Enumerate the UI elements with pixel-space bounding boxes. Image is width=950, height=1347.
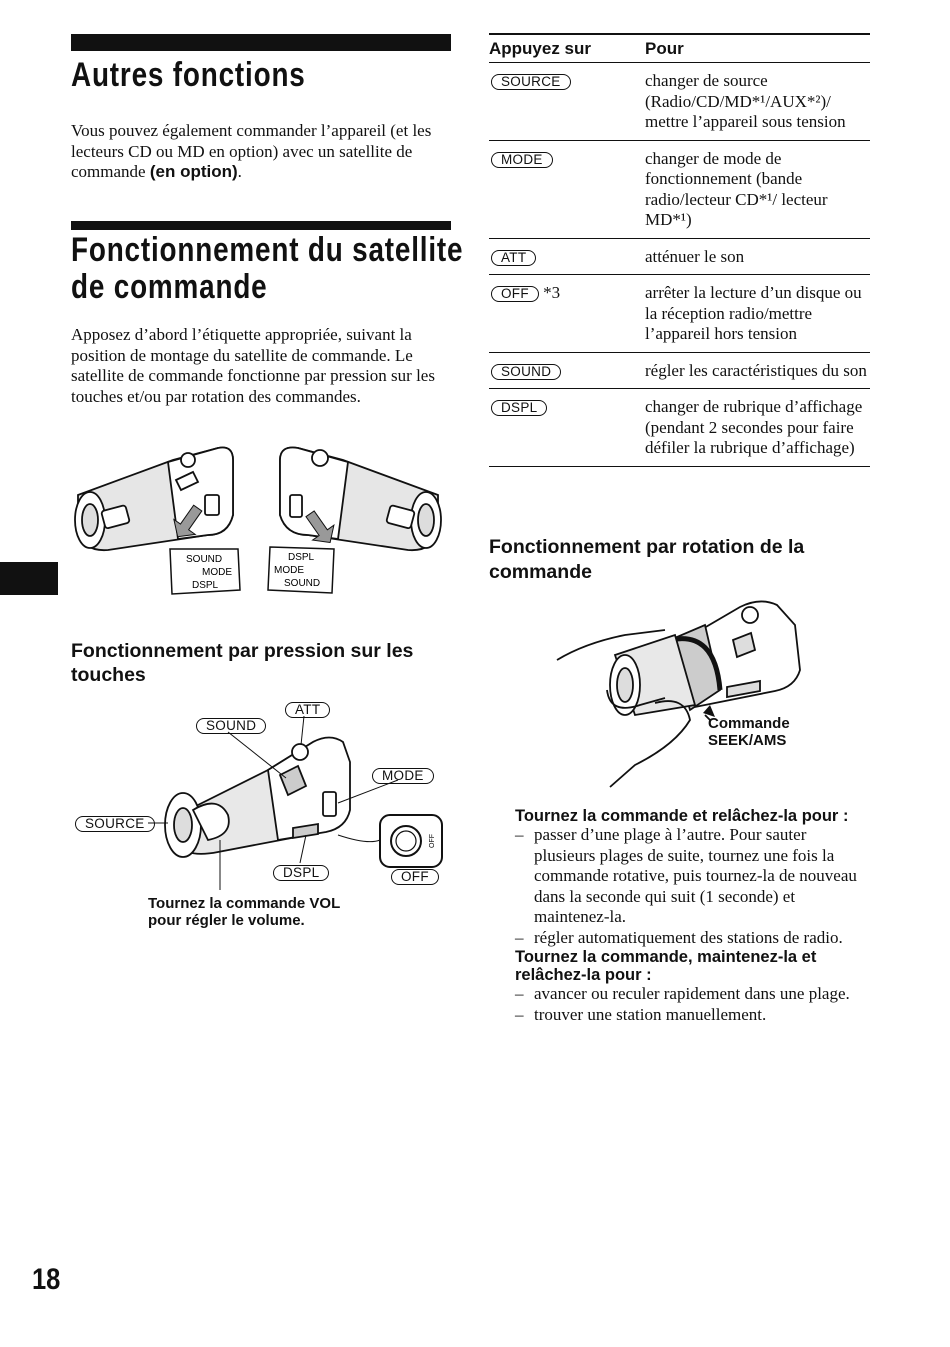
instruction-heading-2: Tournez la commande, maintenez-la et relâchez-la pour : bbox=[515, 948, 817, 984]
desc-att: atténuer le son bbox=[645, 246, 745, 266]
subhead-press: Fonctionnement par pression sur les touches bbox=[71, 640, 414, 686]
off-small-label: OFF bbox=[429, 834, 436, 848]
subhead-rotate-line1: Fonctionnement par rotation de la bbox=[489, 536, 805, 558]
section-title-line1: Fonctionnement du satellite bbox=[71, 231, 464, 269]
key-source: SOURCE bbox=[491, 74, 571, 90]
title-rule-1 bbox=[71, 34, 451, 51]
key-label-off: OFF bbox=[391, 869, 439, 885]
desc-off: arrêter la lecture d’un disque ou la réception radio/mettre l’appareil hors tension bbox=[645, 283, 862, 343]
side-tab bbox=[0, 562, 58, 595]
desc-sound: régler les caractéristiques du son bbox=[645, 360, 867, 380]
table-row bbox=[489, 238, 870, 275]
key-dspl: DSPL bbox=[491, 400, 547, 416]
desc-source: changer de source (Radio/CD/MD*¹/AUX*²)/ mettre l’appareil sous tension bbox=[645, 71, 846, 131]
table-row bbox=[489, 140, 870, 238]
intro-text: Vous pouvez également commander l’appareil (et les lecteurs CD ou MD en option) avec un satellite de commande bbox=[71, 121, 432, 181]
label-right-dspl: DSPL bbox=[288, 552, 315, 563]
list-item: – avancer ou reculer rapidement dans une plage. bbox=[515, 984, 871, 1005]
rotation-instructions bbox=[515, 807, 871, 1025]
key-table bbox=[489, 33, 870, 467]
seek-caption-line1: Commande bbox=[708, 715, 790, 732]
instruction-list-1 bbox=[515, 825, 871, 948]
intro-paragraph bbox=[71, 121, 451, 183]
vol-caption-line2: pour régler le volume. bbox=[148, 912, 305, 929]
table-header-press: Appuyez sur bbox=[489, 34, 645, 63]
page-title: Autres fonctions bbox=[71, 56, 306, 94]
key-label-att: ATT bbox=[285, 702, 330, 718]
key-label-sound: SOUND bbox=[196, 718, 266, 734]
desc-dspl: changer de rubrique d’affichage (pendant 2 secondes pour faire défiler la rubrique d’affichage) bbox=[645, 397, 863, 457]
table-row bbox=[489, 352, 870, 389]
instruction-heading-1: Tournez la commande et relâchez-la pour : bbox=[515, 807, 849, 825]
desc-mode: changer de mode de fonctionnement (bande radio/lecteur CD*¹/ lecteur MD*¹) bbox=[645, 148, 828, 229]
intro-end: . bbox=[237, 162, 242, 181]
title-rule-2 bbox=[71, 221, 451, 230]
table-row bbox=[489, 63, 870, 141]
instruction-list-2 bbox=[515, 984, 871, 1025]
key-label-dspl: DSPL bbox=[273, 865, 329, 881]
label-placement-figure bbox=[68, 440, 453, 605]
label-left-sound: SOUND bbox=[186, 554, 223, 565]
table-header-to: Pour bbox=[645, 34, 870, 63]
list-item: – passer d’une plage à l’autre. Pour sauter plusieurs plages de suite, tournez une fois la commande rotative, puis tournez-la de nouveau dans la seconde qui suit (1 seconde) et maintenez-la. bbox=[515, 825, 871, 928]
key-mode: MODE bbox=[491, 152, 553, 168]
rotation-figure bbox=[555, 595, 805, 790]
off-footnote: *3 bbox=[543, 283, 561, 302]
satellite-right-illustration bbox=[280, 448, 441, 551]
label-right-sound: SOUND bbox=[284, 578, 321, 589]
intro-bold: (en option) bbox=[149, 162, 238, 181]
page-number: 18 bbox=[32, 1263, 61, 1296]
key-att: ATT bbox=[491, 250, 536, 266]
list-item: – régler automatiquement des stations de radio. bbox=[515, 928, 871, 949]
seek-caption-line2: SEEK/AMS bbox=[708, 732, 787, 749]
label-left-mode: MODE bbox=[202, 567, 232, 578]
satellite-left-illustration bbox=[75, 448, 233, 551]
section-title-line2: de commande bbox=[71, 268, 268, 306]
subhead-rotate-line2: commande bbox=[489, 561, 592, 583]
key-label-mode: MODE bbox=[372, 768, 434, 784]
list-item: – trouver une station manuellement. bbox=[515, 1005, 871, 1026]
key-off: OFF bbox=[491, 286, 539, 302]
table-row bbox=[489, 275, 870, 353]
mounting-paragraph: Apposez d’abord l’étiquette appropriée, suivant la position de montage du satellite de commande. Le satellite de commande fonctionne par pression sur les touches et/ou par rotation des commandes. bbox=[71, 325, 435, 406]
vol-caption-line1: Tournez la commande VOL bbox=[148, 895, 341, 912]
label-left-dspl: DSPL bbox=[192, 580, 219, 591]
key-label-source: SOURCE bbox=[75, 816, 155, 832]
key-sound: SOUND bbox=[491, 364, 561, 380]
label-right-mode: MODE bbox=[274, 565, 304, 576]
table-row bbox=[489, 389, 870, 467]
